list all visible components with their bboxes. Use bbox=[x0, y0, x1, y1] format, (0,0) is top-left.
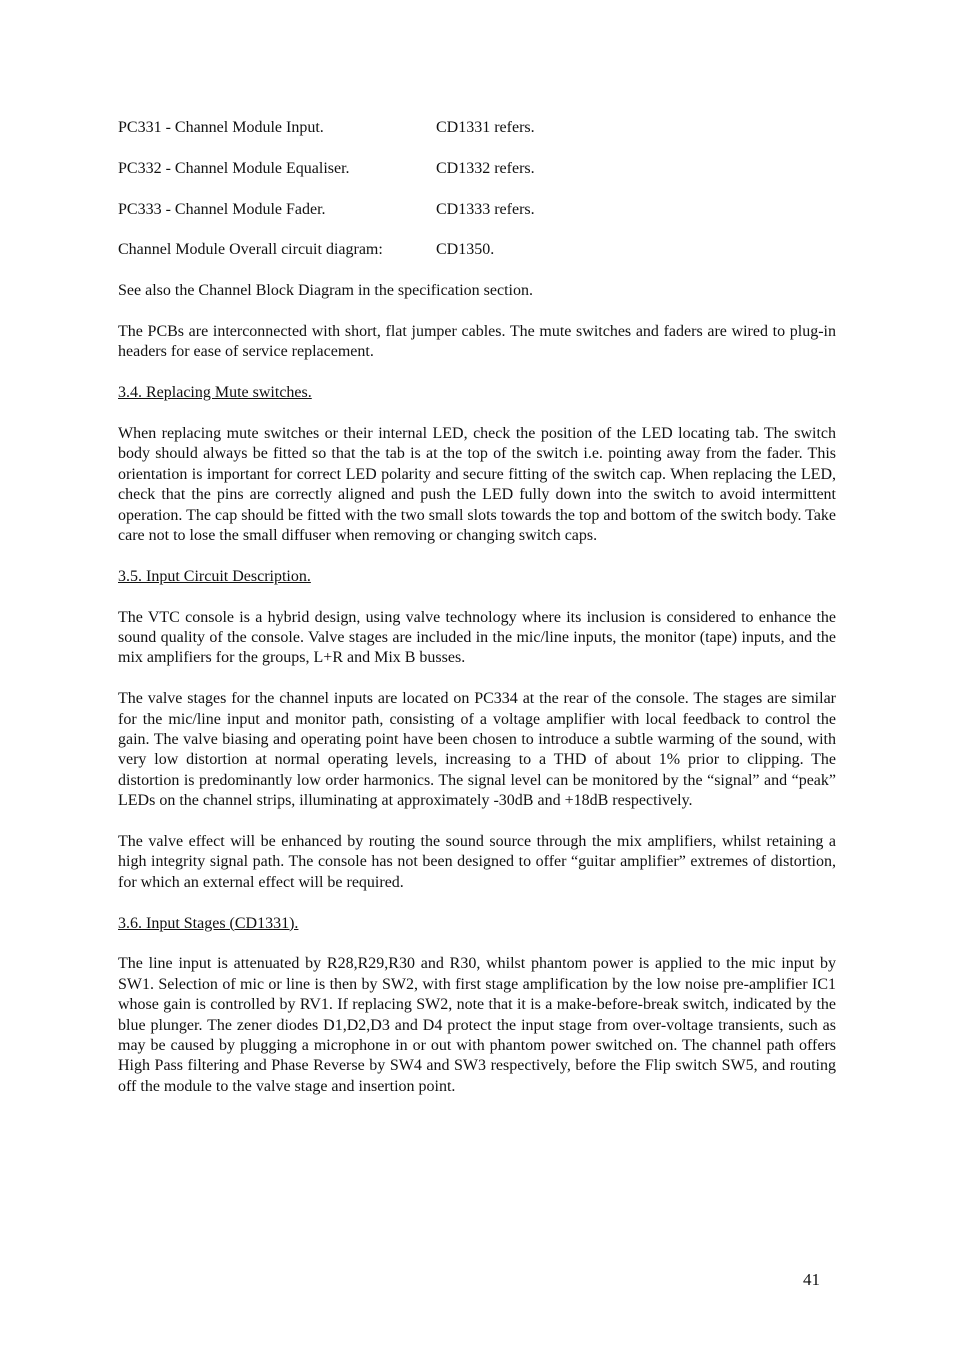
section-paragraph: The valve stages for the channel inputs are located on PC334 at the rear of the console. The stages are similar for the mic/line input and monitor path, consisting of a voltage amplifier with local feedback to control the gain. The valve biasing and operating point have been chosen to introduce a subtle warming of the sound, with very low distortion at normal operating levels, increasing to a THD of about 1% prior to clipping. The distortion is predominantly low order harmonics. The signal level can be monitored by the “signal” and “peak” LEDs on the channel strips, illuminating at approximately -30dB and +18dB respectively. bbox=[118, 690, 836, 810]
reference-list bbox=[118, 118, 836, 261]
intro-paragraph: The PCBs are interconnected with short, flat jumper cables. The mute switches and faders are wired to plug-in headers for ease of service replacement. bbox=[118, 322, 836, 361]
reference-row bbox=[118, 159, 836, 179]
page-number: 41 bbox=[803, 1270, 820, 1289]
section-paragraph: The line input is attenuated by R28,R29,R30 and R30, whilst phantom power is applied to the mic input by SW1. Selection of mic or line is then by SW2, with first stage amplification by the low noise pre-amplifier IC1 whose gain is controlled by RV1. If replacing SW2, note that it is a make-before-break switch, indicated by the blue plunger. The zener diodes D1,D2,D3 and D4 protect the input stage from over-voltage transients, such as may be caused by plugging a microphone in or out with phantom power switched on. The channel path offers High Pass filtering and Phase Reverse by SW4 and SW3 respectively, before the Flip switch SW5, and routing off the module to the valve stage and insertion point. bbox=[118, 955, 836, 1095]
section-heading: 3.5. Input Circuit Description. bbox=[118, 567, 311, 585]
intro-paragraph: See also the Channel Block Diagram in the specification section. bbox=[118, 282, 533, 300]
reference-board: Channel Module Overall circuit diagram: bbox=[118, 241, 383, 259]
reference-row bbox=[118, 240, 836, 260]
section-paragraph: The VTC console is a hybrid design, using valve technology where its inclusion is considered to enhance the sound quality of the console. Valve stages are included in the mic/line inputs, the monitor (tape) inputs, and the mix amplifiers for the groups, L+R and Mix B busses. bbox=[118, 608, 836, 667]
section-paragraph: When replacing mute switches or their internal LED, check the position of the LED locating tab. The switch body should always be fitted so that the tab is at the top of the switch i.e. pointing away from the fader. This orientation is important for correct LED polarity and secure fitting of the switch cap. When replacing the LED, check that the pins are correctly aligned and push the LED fully down into the switch to avoid intermittent operation. The cap should be fitted with the two small slots towards the top and bottom of the switch body. Take care not to lose the small diffuser when removing or changing switch caps. bbox=[118, 424, 837, 544]
reference-board: PC332 - Channel Module Equaliser. bbox=[118, 159, 350, 177]
reference-row bbox=[118, 118, 836, 138]
reference-diagram: CD1331 refers. bbox=[436, 119, 535, 136]
section-heading: 3.6. Input Stages (CD1331). bbox=[118, 914, 299, 932]
reference-board: PC333 - Channel Module Fader. bbox=[118, 200, 326, 218]
section-paragraph: The valve effect will be enhanced by routing the sound source through the mix amplifiers, whilst retaining a high integrity signal path. The console has not been designed to offer “guitar amplifier” extremes of distortion, for which an external effect will be required. bbox=[118, 832, 836, 891]
reference-diagram: CD1332 refers. bbox=[436, 159, 535, 177]
document-page bbox=[118, 118, 836, 1118]
reference-diagram: CD1350. bbox=[436, 241, 495, 259]
reference-board: PC331 - Channel Module Input. bbox=[118, 119, 324, 136]
reference-row bbox=[118, 200, 836, 220]
section-heading: 3.4. Replacing Mute switches. bbox=[118, 384, 312, 402]
reference-diagram: CD1333 refers. bbox=[436, 200, 535, 218]
